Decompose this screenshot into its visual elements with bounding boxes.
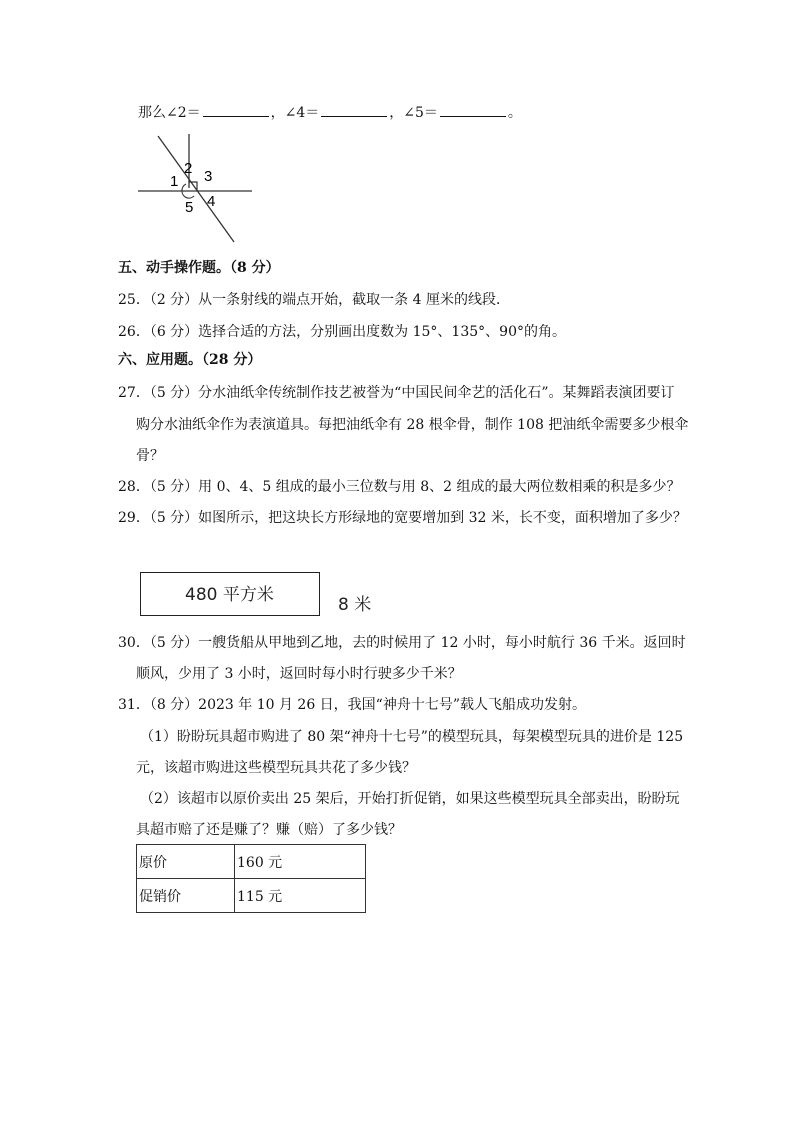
question-30-line2: 顺风，少用了 3 小时，返回时每小时行驶多少千米？ xyxy=(136,666,462,682)
label-5: 5 xyxy=(185,199,194,216)
question-31-part1-line2: 元，该超市购进这些模型玩具共花了多少钱？ xyxy=(136,760,416,776)
price-table xyxy=(136,844,366,913)
original-price-value: 160 元 xyxy=(235,845,366,879)
angle-figure xyxy=(136,130,256,248)
promo-price-value: 115 元 xyxy=(235,879,366,913)
question-31-part2-line1: （2）该超市以原价卖出 25 架后，开始打折促销，如果这些模型玩具全部卖出，盼盼玩 xyxy=(140,791,680,807)
green-land-rectangle xyxy=(140,572,320,616)
original-price-label: 原价 xyxy=(137,845,235,879)
table-row xyxy=(137,879,366,913)
label-4: 4 xyxy=(207,193,216,210)
question-28: 28．（5 分）用 0、4、5 组成的最小三位数与用 8、2 组成的最大两位数相乘的积是多少？ xyxy=(118,479,681,495)
rectangle-width-label: 8 米 xyxy=(338,595,372,615)
q24-sep2: ，∠5＝ xyxy=(389,105,438,121)
rectangle-area-label: 480 平方米 xyxy=(185,585,274,605)
question-27-line3: 骨？ xyxy=(136,448,164,464)
label-3: 3 xyxy=(204,168,213,185)
question-26: 26．（6 分）选择合适的方法，分别画出度数为 15°、135°、90°的角。 xyxy=(118,324,566,340)
question-31-part2-line2: 具超市赔了还是赚了？赚（赔）了多少钱？ xyxy=(136,822,402,838)
label-1: 1 xyxy=(170,173,179,190)
section6-heading: 六、应用题。（28 分） xyxy=(118,352,262,368)
angle5-arc xyxy=(182,191,194,198)
q24-answer-line xyxy=(138,102,522,123)
table-row xyxy=(137,845,366,879)
question-27-line1: 27．（5 分）分水油纸伞传统制作技艺被誉为“中国民间伞艺的活化石”。某舞蹈表演团要订 xyxy=(118,385,675,401)
question-31-intro: 31．（8 分）2023 年 10 月 26 日，我国“神舟十七号”载人飞船成功发射。 xyxy=(118,697,586,713)
angle5-blank[interactable] xyxy=(440,102,506,117)
question-27-line2: 购分水油纸伞作为表演道具。每把油纸伞有 28 根伞骨，制作 108 把油纸伞需要多少根伞 xyxy=(136,417,689,433)
q24-prefix: 那么∠2＝ xyxy=(138,105,201,121)
question-29: 29．（5 分）如图所示，把这块长方形绿地的宽要增加到 32 米，长不变，面积增加了多少？ xyxy=(118,510,687,526)
q24-sep1: ，∠4＝ xyxy=(270,105,320,121)
question-31-part1-line1: （1）盼盼玩具超市购进了 80 架“神舟十七号”的模型玩具，每架模型玩具的进价是 125 xyxy=(140,729,684,745)
angle2-blank[interactable] xyxy=(203,102,269,117)
angle4-blank[interactable] xyxy=(321,102,387,117)
section5-heading: 五、动手操作题。（8 分） xyxy=(118,260,280,276)
promo-price-label: 促销价 xyxy=(137,879,235,913)
question-25: 25．（2 分）从一条射线的端点开始，截取一条 4 厘米的线段． xyxy=(118,292,510,308)
question-30-line1: 30．（5 分）一艘货船从甲地到乙地，去的时候用了 12 小时，每小时航行 36 千米。返回时 xyxy=(118,635,686,651)
q24-end: 。 xyxy=(507,105,522,121)
angle1-arc xyxy=(182,184,186,191)
label-2: 2 xyxy=(184,160,193,177)
